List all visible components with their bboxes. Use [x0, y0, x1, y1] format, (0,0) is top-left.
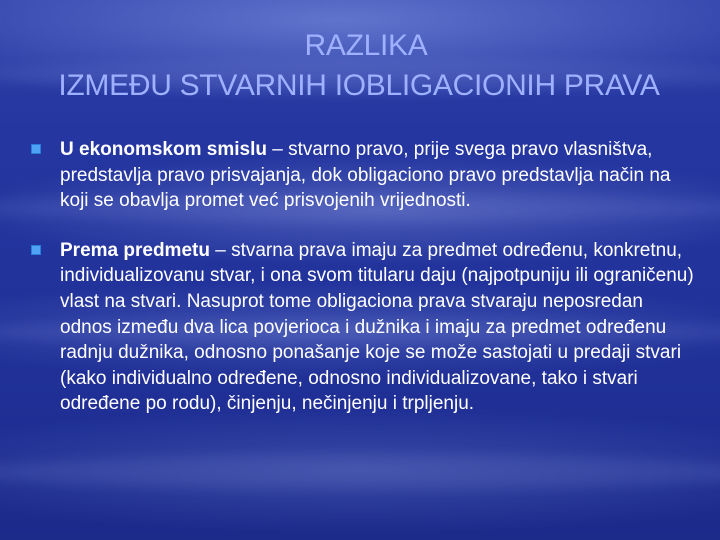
- background-streak: [0, 455, 720, 489]
- bullet-text: – stvarno pravo, prije svega pravo vlasništva, predstavlja pravo prisvajanja, dok obligaciono pravo predstavlja način na koji se obavlja promet već prisvojenih vrijednosti.: [60, 139, 671, 212]
- slide-title: [0, 26, 720, 106]
- title-line-1: RAZLIKA: [304, 29, 428, 62]
- square-bullet-icon: [31, 245, 41, 255]
- square-bullet-icon: [31, 144, 41, 154]
- bullet-text: – stvarna prava imaju za predmet određenu, konkretnu, individualizovanu stvar, i ona svom titularu daju (najpotpuniju ili ograničenu) vlast na stvari. Nasuprot tome obligaciona prava stvaraju neposredan odnos između dva lica povjerioca i dužnika i imaju za predmet određenu radnju dužnika, odnosno ponašanje koje se može sastojati u predaji stvari (kako individualno određene, odnosno individualizovane, tako i stvari određene po rodu), činjenju, nečinjenju i trpljenju.: [60, 239, 694, 415]
- bullet-heading: U ekonomskom smislu: [60, 139, 267, 160]
- bullet-item-economic: [30, 137, 695, 214]
- bullet-heading: Prema predmetu: [60, 239, 210, 261]
- bullet-item-subject: [30, 238, 695, 417]
- title-line-2: IZMEĐU STVARNIH IOBLIGACIONIH PRAVA: [58, 69, 660, 102]
- bullet-list: [30, 137, 695, 417]
